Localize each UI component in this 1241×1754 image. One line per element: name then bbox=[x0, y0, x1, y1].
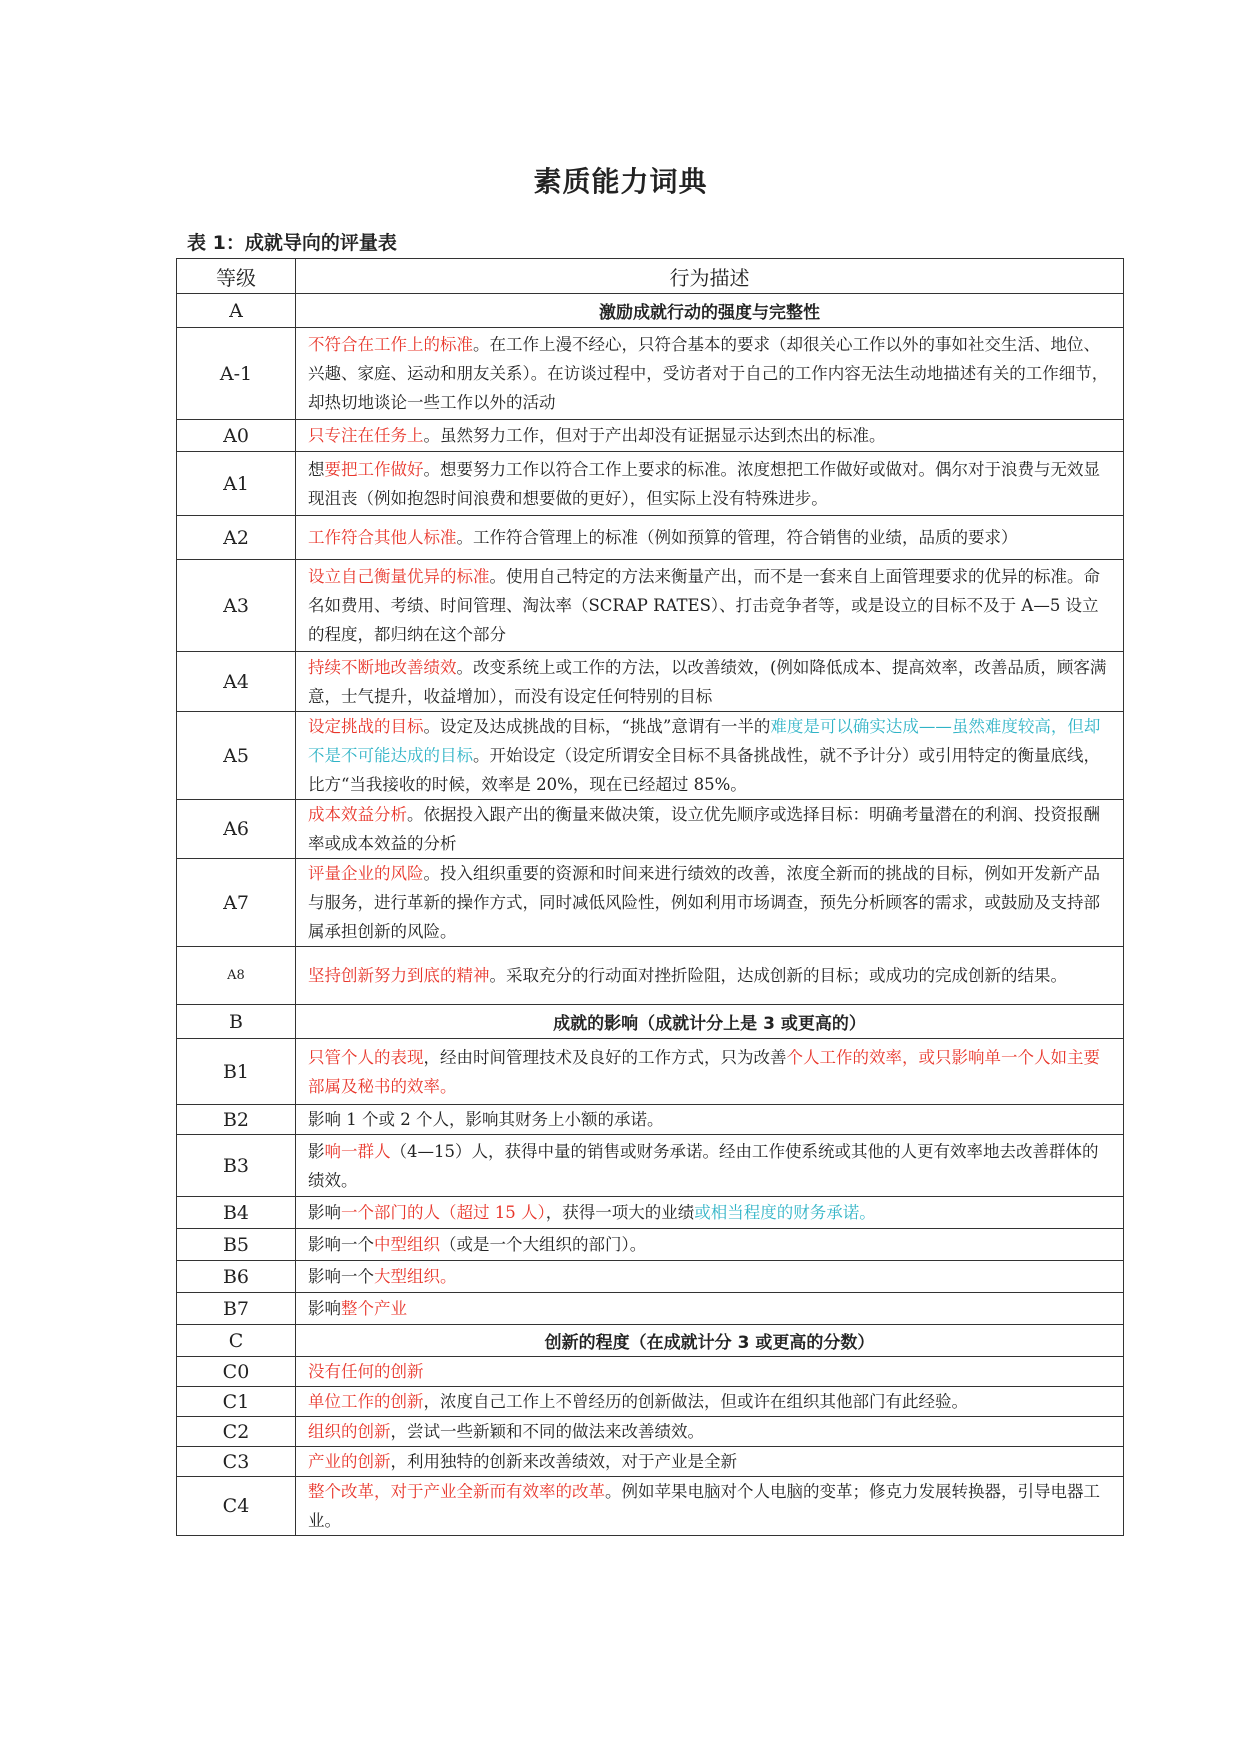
level-cell: A5 bbox=[177, 712, 296, 800]
table-row bbox=[177, 859, 1124, 947]
section-row bbox=[177, 1005, 1124, 1039]
highlighted-phrase: 不符合在工作上的标准 bbox=[308, 335, 473, 354]
section-heading: 创新的程度（在成就计分 3 或更高的分数） bbox=[296, 1325, 1124, 1357]
highlighted-phrase: 整个产业 bbox=[341, 1299, 407, 1318]
section-row bbox=[177, 1325, 1124, 1357]
table-row bbox=[177, 1229, 1124, 1261]
description-cell bbox=[296, 1417, 1124, 1447]
description-cell bbox=[296, 1197, 1124, 1229]
table-row bbox=[177, 1447, 1124, 1477]
description-text: 。虽然努力工作，但对于产出却没有证据显示达到杰出的标准。 bbox=[423, 426, 886, 445]
level-cell: B3 bbox=[177, 1135, 296, 1197]
description-cell bbox=[296, 328, 1124, 420]
highlighted-phrase: 组织的创新 bbox=[308, 1422, 391, 1441]
description-text: 。例如苹果电脑对个人电脑的变革；修克力发展转换器，引导电器工业。 bbox=[308, 1482, 1100, 1530]
description-text: 。投入组织重要的资源和时间来进行绩效的改善，浓度全新而的挑战的目标，例如开发新产品与服务，进行革新的操作方式，同时减低风险性，例如利用市场调查，预先分析顾客的需求，或鼓励及支持部属承担创新的风险。 bbox=[308, 864, 1100, 941]
level-cell: C bbox=[177, 1325, 296, 1357]
level-cell: B5 bbox=[177, 1229, 296, 1261]
description-cell bbox=[296, 1135, 1124, 1197]
description-text: 。使用自己特定的方法来衡量产出，而不是一套来自上面管理要求的优异的标准。命名如费用、考绩、时间管理、淘汰率（SCRAP RATES）、打击竞争者等，或是设立的目标不及于 A—5 设立的程度，都归纳在这个部分 bbox=[308, 567, 1100, 644]
level-cell: A7 bbox=[177, 859, 296, 947]
table-row bbox=[177, 652, 1124, 712]
description-text: 。设定及达成挑战的目标，“挑战”意谓有一半的 bbox=[423, 717, 771, 736]
description-text: 。工作符合管理上的标准（例如预算的管理，符合销售的业绩，品质的要求） bbox=[456, 528, 1018, 547]
description-cell bbox=[296, 1293, 1124, 1325]
highlighted-phrase: 评量企业的风险 bbox=[308, 864, 424, 883]
description-cell bbox=[296, 1039, 1124, 1105]
description-cell bbox=[296, 452, 1124, 516]
highlighted-phrase: 整个改革，对于产业全新而有效率的改革 bbox=[308, 1482, 605, 1501]
highlighted-phrase: 中型组织 bbox=[374, 1235, 440, 1254]
description-text: 。改变系统上或工作的方法，以改善绩效，(例如降低成本、提高效率，改善品质，顾客满意，士气提升，收益增加），而没有设定任何特别的目标 bbox=[308, 657, 1107, 706]
highlighted-phrase: 成本效益分析 bbox=[308, 805, 407, 824]
table-row bbox=[177, 1105, 1124, 1135]
description-cell bbox=[296, 420, 1124, 452]
table-row bbox=[177, 1293, 1124, 1325]
description-text: ，获得一项大的业绩 bbox=[545, 1203, 695, 1222]
description-text: 影响 bbox=[308, 1203, 341, 1222]
table-caption: 表 1：成就导向的评量表 bbox=[187, 232, 397, 254]
level-cell: A2 bbox=[177, 516, 296, 560]
section-row bbox=[177, 294, 1124, 328]
table-row bbox=[177, 947, 1124, 1005]
achievement-orientation-table bbox=[176, 258, 1124, 1536]
column-header-level: 等级 bbox=[177, 259, 296, 294]
highlighted-phrase: 大型组织。 bbox=[374, 1267, 457, 1286]
description-text: ，利用独特的创新来改善绩效，对于产业是全新 bbox=[390, 1452, 737, 1471]
table-row bbox=[177, 1417, 1124, 1447]
highlighted-phrase: 设定挑战的目标 bbox=[308, 717, 424, 736]
table-header-row bbox=[177, 259, 1124, 294]
level-cell: C2 bbox=[177, 1417, 296, 1447]
table-row bbox=[177, 452, 1124, 516]
level-cell: C4 bbox=[177, 1477, 296, 1536]
highlighted-phrase: 持续不断地改善绩效 bbox=[308, 657, 457, 677]
table-row bbox=[177, 1135, 1124, 1197]
level-cell: A0 bbox=[177, 420, 296, 452]
table-row bbox=[177, 328, 1124, 420]
highlighted-phrase: 只管个人的表现 bbox=[308, 1047, 424, 1067]
description-cell bbox=[296, 652, 1124, 712]
description-text: 。在工作上漫不经心，只符合基本的要求（却很关心工作以外的事如社交生活、地位、兴趣、家庭、运动和朋友关系）。在访谈过程中，受访者对于自己的工作内容无法生动地描述有关的工作细节，却热切地谈论一些工作以外的活动 bbox=[308, 335, 1109, 412]
table-row bbox=[177, 1477, 1124, 1536]
highlighted-phrase: 要把工作做好 bbox=[324, 459, 424, 479]
description-cell bbox=[296, 947, 1124, 1005]
description-cell bbox=[296, 1357, 1124, 1387]
level-cell: C3 bbox=[177, 1447, 296, 1477]
description-text: ，尝试一些新颖和不同的做法来改善绩效。 bbox=[390, 1422, 704, 1441]
highlighted-phrase: 个人工作的效率，或只影响单一个人如主要部属及秘书的效率。 bbox=[308, 1047, 1100, 1096]
description-cell bbox=[296, 560, 1124, 652]
level-cell: A3 bbox=[177, 560, 296, 652]
description-text: ，经由时间管理技术及良好的工作方式，只为改善 bbox=[423, 1047, 787, 1067]
table-row bbox=[177, 1261, 1124, 1293]
level-cell: B1 bbox=[177, 1039, 296, 1105]
description-text: 。开始设定（设定所谓安全目标不具备挑战性，就不予计分）或引用特定的衡量底线，比方“当我接收的时候，效率是 20%，现在已经超过 85%。 bbox=[308, 746, 1100, 794]
description-cell bbox=[296, 1261, 1124, 1293]
table-row bbox=[177, 1039, 1124, 1105]
description-text: 影 bbox=[308, 1141, 325, 1161]
level-cell: A6 bbox=[177, 800, 296, 859]
table-row bbox=[177, 1197, 1124, 1229]
level-cell: A bbox=[177, 294, 296, 328]
description-cell bbox=[296, 1229, 1124, 1261]
description-text: 影响一个 bbox=[308, 1267, 374, 1286]
section-heading: 成就的影响（成就计分上是 3 或更高的） bbox=[296, 1005, 1124, 1039]
level-cell: C0 bbox=[177, 1357, 296, 1387]
description-cell bbox=[296, 516, 1124, 560]
level-cell: A4 bbox=[177, 652, 296, 712]
table-row bbox=[177, 560, 1124, 652]
description-text: 。采取充分的行动面对挫折险阻，达成创新的目标；或成功的完成创新的结果。 bbox=[489, 966, 1067, 985]
table-row bbox=[177, 516, 1124, 560]
level-cell: B2 bbox=[177, 1105, 296, 1135]
description-text: 影响 1 个或 2 个人，影响其财务上小额的承诺。 bbox=[308, 1110, 664, 1129]
highlighted-phrase: 只专注在任务上 bbox=[308, 426, 424, 445]
highlighted-phrase: 单位工作的创新 bbox=[308, 1392, 424, 1411]
description-text: （或是一个大组织的部门）。 bbox=[440, 1235, 647, 1254]
level-cell: A8 bbox=[177, 947, 296, 1005]
level-cell: A1 bbox=[177, 452, 296, 516]
table-row bbox=[177, 1387, 1124, 1417]
description-cell bbox=[296, 1105, 1124, 1135]
table-row bbox=[177, 420, 1124, 452]
emphasized-phrase: 或相当程度的财务承诺。 bbox=[694, 1203, 876, 1222]
description-text: 影响 bbox=[308, 1299, 341, 1318]
section-heading: 激励成就行动的强度与完整性 bbox=[296, 294, 1124, 328]
highlighted-phrase: 工作符合其他人标准 bbox=[308, 528, 457, 547]
highlighted-phrase: 响一群人 bbox=[324, 1141, 391, 1161]
description-cell bbox=[296, 859, 1124, 947]
highlighted-phrase: 坚持创新努力到底的精神 bbox=[308, 966, 490, 985]
table-body bbox=[177, 294, 1124, 1536]
table-row bbox=[177, 800, 1124, 859]
description-cell bbox=[296, 1387, 1124, 1417]
description-cell bbox=[296, 712, 1124, 800]
level-cell: C1 bbox=[177, 1387, 296, 1417]
highlighted-phrase: 设立自己衡量优异的标准 bbox=[308, 567, 490, 586]
highlighted-phrase: 产业的创新 bbox=[308, 1452, 391, 1471]
table-row bbox=[177, 712, 1124, 800]
page-title: 素质能力词典 bbox=[533, 165, 708, 198]
column-header-description: 行为描述 bbox=[296, 259, 1124, 294]
description-cell bbox=[296, 1447, 1124, 1477]
level-cell: A-1 bbox=[177, 328, 296, 420]
highlighted-phrase: 没有任何的创新 bbox=[308, 1362, 424, 1381]
level-cell: B7 bbox=[177, 1293, 296, 1325]
level-cell: B4 bbox=[177, 1197, 296, 1229]
description-text: 。依据投入跟产出的衡量来做决策，设立优先顺序或选择目标：明确考量潜在的利润、投资报酬率或成本效益的分析 bbox=[308, 805, 1100, 853]
description-cell bbox=[296, 800, 1124, 859]
level-cell: B6 bbox=[177, 1261, 296, 1293]
description-text: （4—15）人，获得中量的销售或财务承诺。经由工作使系统或其他的人更有效率地去改善群体的绩效。 bbox=[308, 1141, 1099, 1190]
table-row bbox=[177, 1357, 1124, 1387]
description-text: ，浓度自己工作上不曾经历的创新做法，但或许在组织其他部门有此经验。 bbox=[423, 1392, 968, 1411]
highlighted-phrase: 一个部门的人（超过 15 人） bbox=[341, 1203, 546, 1222]
description-cell bbox=[296, 1477, 1124, 1536]
emphasized-phrase: 难度是可以确实达成——虽然难度较高，但却不是不可能达成的目标 bbox=[308, 717, 1101, 765]
description-text: 。想要努力工作以符合工作上要求的标准。浓度想把工作做好或做对。偶尔对于浪费与无效显现沮丧（例如抱怨时间浪费和想要做的更好），但实际上没有特殊进步。 bbox=[308, 459, 1100, 508]
level-cell: B bbox=[177, 1005, 296, 1039]
description-text: 想 bbox=[308, 459, 325, 479]
description-text: 影响一个 bbox=[308, 1235, 374, 1254]
